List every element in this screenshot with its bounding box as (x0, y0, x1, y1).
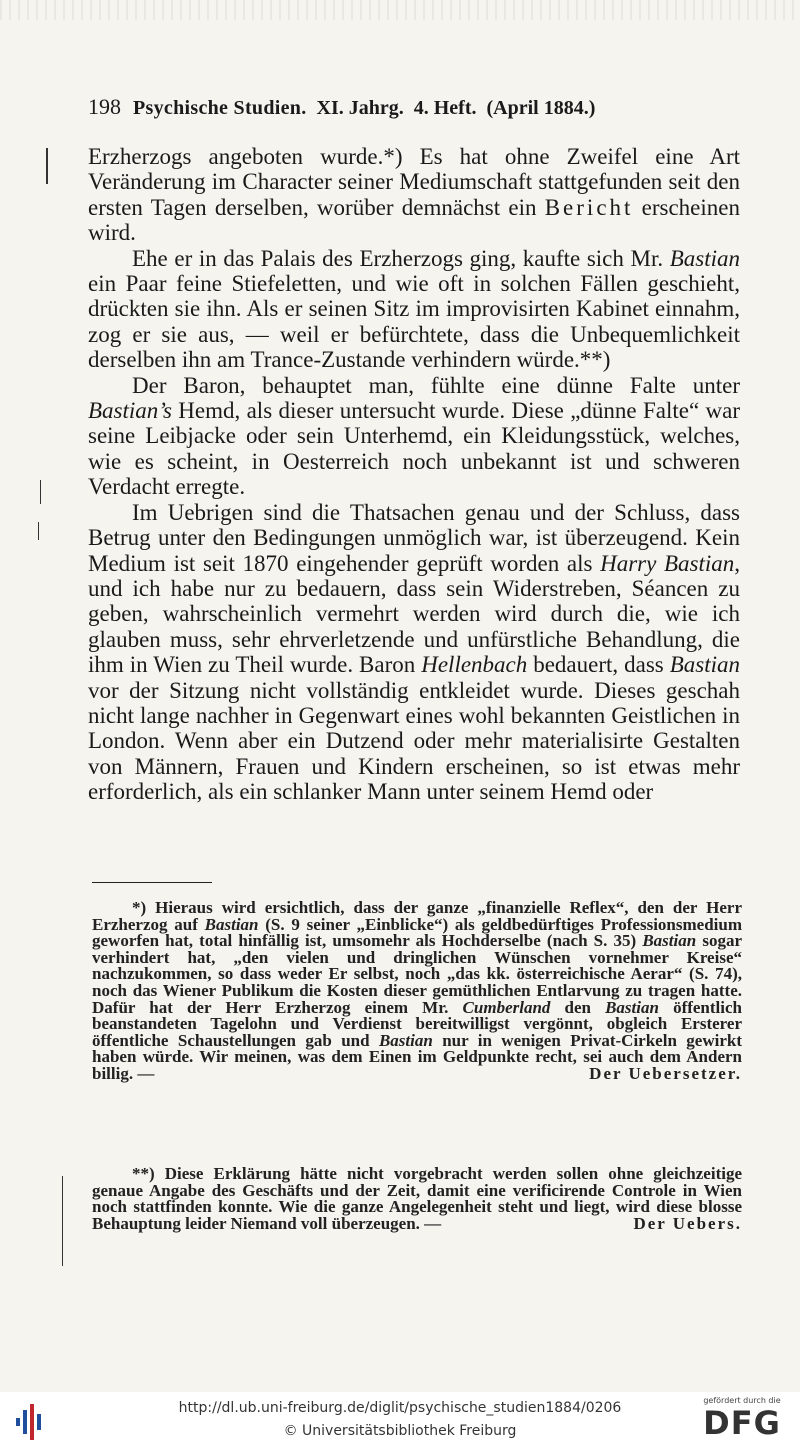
margin-mark (38, 522, 39, 540)
paragraph: Der Baron, behauptet man, fühlte eine dünne Falte unter Bastian’s Hemd, als dieser untersucht wurde. Diese „dünne Falte“ war seine Leibjacke oder sein Unterhemd, ein Kleidungsstück, welches, wie es scheint, in Oesterreich noch unbekannt ist und schweren Verdacht erregte. (88, 372, 740, 500)
footnote-2: **) Diese Erklärung hätte nicht vorgebracht werden sollen ohne gleichzeitige genaue Angabe des Geschäfts und der Zeit, damit eine verificirende Controle in Wien noch stattfinden konnte. Wie die ganze Angelegenheit steht und liegt, wird diese blosse Behauptung leider Niemand voll überzeugen. — Der Uebers. (92, 1164, 742, 1233)
scan-edge-noise (0, 0, 800, 20)
issue-date: (April 1884.) (486, 97, 596, 119)
paragraph: Ehe er in das Palais des Erzherzogs ging, kaufte sich Mr. Bastian ein Paar feine Stiefeletten, und wie oft in solchen Fällen geschieht, drückten sie ihn. Als er seinen Sitz im improvisirten Kabinet einnahm, zog er sie aus, — weil er befürchtete, dass die Unbequemlichkeit derselben ihn am Trance-Zustande verhindern würde.**) (88, 245, 740, 373)
margin-mark (46, 148, 48, 184)
main-text (88, 144, 740, 805)
issue-number: 4. Heft. (413, 97, 477, 119)
dfg-logo (694, 1394, 790, 1448)
page-number: 198 (88, 94, 121, 119)
footnote-rule (92, 882, 212, 883)
copyright-notice: © Universitätsbibliothek Freiburg (283, 1423, 517, 1439)
journal-title: Psychische Studien. (133, 97, 307, 119)
margin-mark (40, 480, 41, 504)
permalink[interactable]: http://dl.ub.uni-freiburg.de/diglit/psychische_studien1884/0206 (178, 1400, 622, 1416)
footnote-signature: Der Uebers. (633, 1213, 742, 1233)
paragraph: Im Uebrigen sind die Thatsachen genau und der Schluss, dass Betrug unter den Bedingungen unmöglich war, ist überzeugend. Kein Medium ist seit 1870 eingehender geprüft worden als Harry Bastian, und ich habe nur zu bedauern, dass sein Widerstreben, Séancen zu geben, wahrscheinlich vermehrt werden wird durch die, wie ich glauben muss, sehr ehrverletzende und unfürstliche Behandlung, die ihm in Wien zu Theil wurde. Baron Hellenbach bedauert, dass Bastian vor der Sitzung nicht vollständig entkleidet wurde. Dieses geschah nicht lange nachher in Gegenwart eines wohl bekannten Geistlichen in London. Wenn aber ein Dutzend oder mehr materialisirte Gestalten von Männern, Frauen und Kindern erscheinen, so ist etwas mehr erforderlich, als ein schlanker Mann unter seinem Hemd oder (88, 499, 741, 805)
journal-year: XI. Jahrg. (316, 97, 404, 119)
dfg-wordmark: DFG (703, 1404, 781, 1442)
footnote-signature: Der Uebersetzer. (589, 1063, 742, 1083)
margin-mark (62, 1176, 63, 1266)
dfg-tagline: gefördert durch die (703, 1396, 781, 1405)
footnote-1: *) Hieraus wird ersichtlich, dass der ganze „finanzielle Reflex“, den der Herr Erzherzog auf Bastian (S. 9 seiner „Einblicke“) als geldbedürftiges Professionsmedium geworfen hat, total hinfällig ist, umsomehr als Hochderselbe (nach S. 35) Bastian sogar verhindert hat, „den vielen und dringlichen Wünschen vornehmer Kreise“ nachzukommen, so dass weder Er selbst, noch „das kk. österreichische Aerar“ (S. 74), noch das Wiener Publikum die Kosten dieser gemüthlichen Entlarvung zu tragen hatte. Dafür hat der Herr Erzherzog einem Mr. Cumberland den Bastian öffentlich beanstandeten Tagelohn und Verdienst bereitwilligst vergönnt, obgleich Ersterer öffentliche Schaustellungen gab und Bastian nur in wenigen Privat-Cirkeln gewirkt haben würde. Wir meinen, was dem Einen im Geldpunkte recht, sei auch dem Andern billig. — Der Uebersetzer. (92, 898, 742, 1083)
viewer-footer (0, 1392, 800, 1451)
running-header (88, 94, 748, 124)
paragraph: Erzherzogs angeboten wurde.*) Es hat ohne Zweifel eine Art Veränderung im Character seiner Mediumschaft stattgefunden seit den ersten Tagen derselben, worüber demnächst ein Bericht erscheinen wird. (88, 144, 740, 246)
